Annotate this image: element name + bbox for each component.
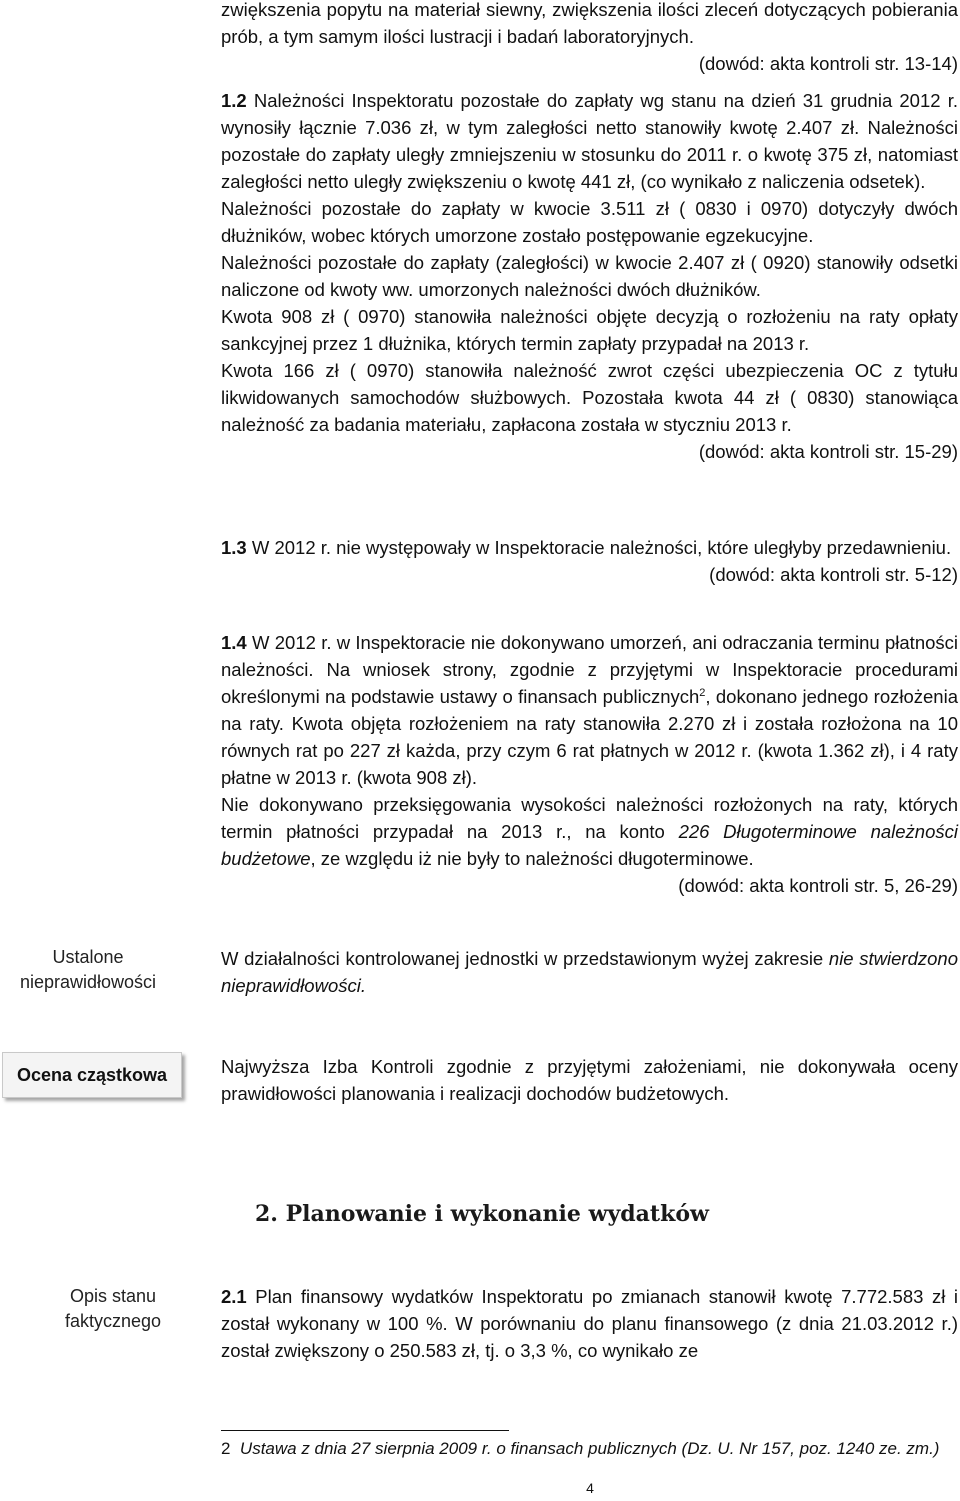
section-1-4 <box>221 629 958 899</box>
section-1-4-paragraph-1 <box>221 629 958 791</box>
section-number: 2.1 <box>221 1286 247 1307</box>
section-1-2-paragraph-2: Należności pozostałe do zapłaty w kwocie 3.511 zł ( 0830 i 0970) dotyczyły dwóch dłużników, wobec których umorzone zostało postępowanie egzekucyjne. <box>221 198 958 246</box>
evidence-citation: (dowód: akta kontroli str. 5-12) <box>709 564 958 585</box>
section-2-1 <box>221 1283 958 1364</box>
section-1-2-text: Należności Inspektoratu pozostałe do zapłaty wg stanu na dzień 31 grudnia 2012 r. wynosiły łącznie 7.036 zł, w tym zaległości netto stanowiły kwotę 2.407 zł. Należności pozostałe do zapłaty uległy zmniejszeniu w stosunku do 2011 r. o kwotę 375 zł, natomiast zaległości netto uległy zwiększeniu o kwotę 441 zł, (co wynikało z naliczenia odsetek). <box>221 90 958 192</box>
evidence-citation: (dowód: akta kontroli str. 15-29) <box>698 441 958 462</box>
evidence-citation: (dowód: akta kontroli str. 5, 26-29) <box>678 875 958 896</box>
section-1-4-text-cont: , dokonano jednego rozłożenia na raty. Kwota objęta rozłożeniem na raty stanowiła 2.270 zł i została rozłożona na 10 równych rat po 227 zł każda, przy czym 6 rat płatnych w 2012 r. (kwota 1.362 zł), i 4 raty płatne w 2013 r. (kwota 908 zł). <box>221 686 958 788</box>
section-1-4-paragraph-2 <box>221 791 958 872</box>
ustalone-label <box>8 945 168 995</box>
page-number: 4 <box>586 1480 594 1496</box>
ustalone-label-line-2: nieprawidłowości <box>19 972 157 992</box>
ustalone-text-italic: nie stwierdzono nieprawidłowości. <box>221 948 958 996</box>
ustalone-label-line-1: Ustalone <box>52 947 124 967</box>
section-number: 1.4 <box>221 632 247 653</box>
section-number: 1.3 <box>221 537 247 558</box>
carryover-paragraph: zwiększenia popytu na materiał siewny, zwiększenia ilości zleceń dotyczących pobierania prób, a tym samym ilości lustracji i badań laboratoryjnych. <box>221 0 958 47</box>
evidence-citation: (dowód: akta kontroli str. 13-14) <box>698 53 958 74</box>
section-1-2-paragraph-1 <box>221 87 958 195</box>
ustalone-text-plain: W działalności kontrolowanej jednostki w przedstawionym wyżej zakresie <box>221 948 829 969</box>
footnote-number: 2 <box>221 1439 231 1458</box>
carryover-block <box>221 0 958 77</box>
ustalone-paragraph <box>221 945 958 999</box>
chapter-heading: 2. Planowanie i wykonanie wydatków <box>255 1201 709 1227</box>
ocena-cząstkowa-box <box>2 1052 182 1098</box>
ocena-text <box>221 1053 958 1107</box>
section-1-4-p2-text: Nie dokonywano przeksięgowania wysokości należności rozłożonych na raty, których termin płatności przypadał na 2013 r., na konto <box>221 794 958 842</box>
footnote-text: Ustawa z dnia 27 sierpnia 2009 r. o finansach publicznych (Dz. U. Nr 157, poz. 1240 ze. zm.) <box>239 1439 940 1458</box>
footnote-separator <box>221 1430 509 1431</box>
section-1-2-paragraph-5: Kwota 166 zł ( 0970) stanowiła należność zwrot części ubezpieczenia OC z tytułu likwidowanych samochodów służbowych. Pozostała kwota 44 zł ( 0830) stanowiąca należność za badania materiału, zapłacona została w styczniu 2013 r. <box>221 360 958 435</box>
section-1-3 <box>221 534 958 588</box>
section-2-1-paragraph <box>221 1283 958 1364</box>
section-number: 1.2 <box>221 90 247 111</box>
opis-label <box>48 1284 178 1334</box>
account-name: 226 Długoterminowe należności budżetowe <box>221 821 958 869</box>
section-1-3-text: W 2012 r. nie występowały w Inspektoracie należności, które uległyby przedawnieniu. <box>251 537 952 558</box>
ocena-paragraph: Najwyższa Izba Kontroli zgodnie z przyjętymi założeniami, nie dokonywała oceny prawidłowości planowania i realizacji dochodów budżetowych. <box>221 1056 958 1104</box>
section-2-1-text: Plan finansowy wydatków Inspektoratu po zmianach stanowił kwotę 7.772.583 zł i został wykonany w 100 %. W porównaniu do planu finansowego (z dnia 21.03.2012 r.) został zwiększony o 250.583 zł, tj. o 3,3 %, co wynikało ze <box>221 1286 959 1361</box>
opis-label-line-2: faktycznego <box>64 1311 162 1331</box>
section-1-4-text: W 2012 r. w Inspektoracie nie dokonywano umorzeń, ani odraczania terminu płatności należności. Na wniosek strony, zgodnie z przyjętymi w Inspektoracie procedurami określonymi na podstawie ustawy o finansach publicznych <box>221 632 959 707</box>
section-1-2 <box>221 87 958 465</box>
ocena-label: Ocena cząstkowa <box>16 1064 168 1085</box>
footnote-ref: 2 <box>699 686 706 699</box>
opis-label-line-1: Opis stanu <box>69 1286 157 1306</box>
ustalone-text <box>221 945 958 999</box>
footnote <box>221 1437 958 1461</box>
section-1-2-paragraph-4: Kwota 908 zł ( 0970) stanowiła należności objęte decyzją o rozłożeniu na raty opłaty sankcyjnej przez 1 dłużnika, których termin zapłaty przypadał na 2013 r. <box>221 306 958 354</box>
section-1-3-paragraph <box>221 534 958 561</box>
section-1-4-p2-text-cont: , ze względu iż nie były to należności długoterminowe. <box>310 848 754 869</box>
section-1-2-paragraph-3: Należności pozostałe do zapłaty (zaległości) w kwocie 2.407 zł ( 0920) stanowiły odsetki naliczone od kwoty ww. umorzonych należności dwóch dłużników. <box>221 252 958 300</box>
